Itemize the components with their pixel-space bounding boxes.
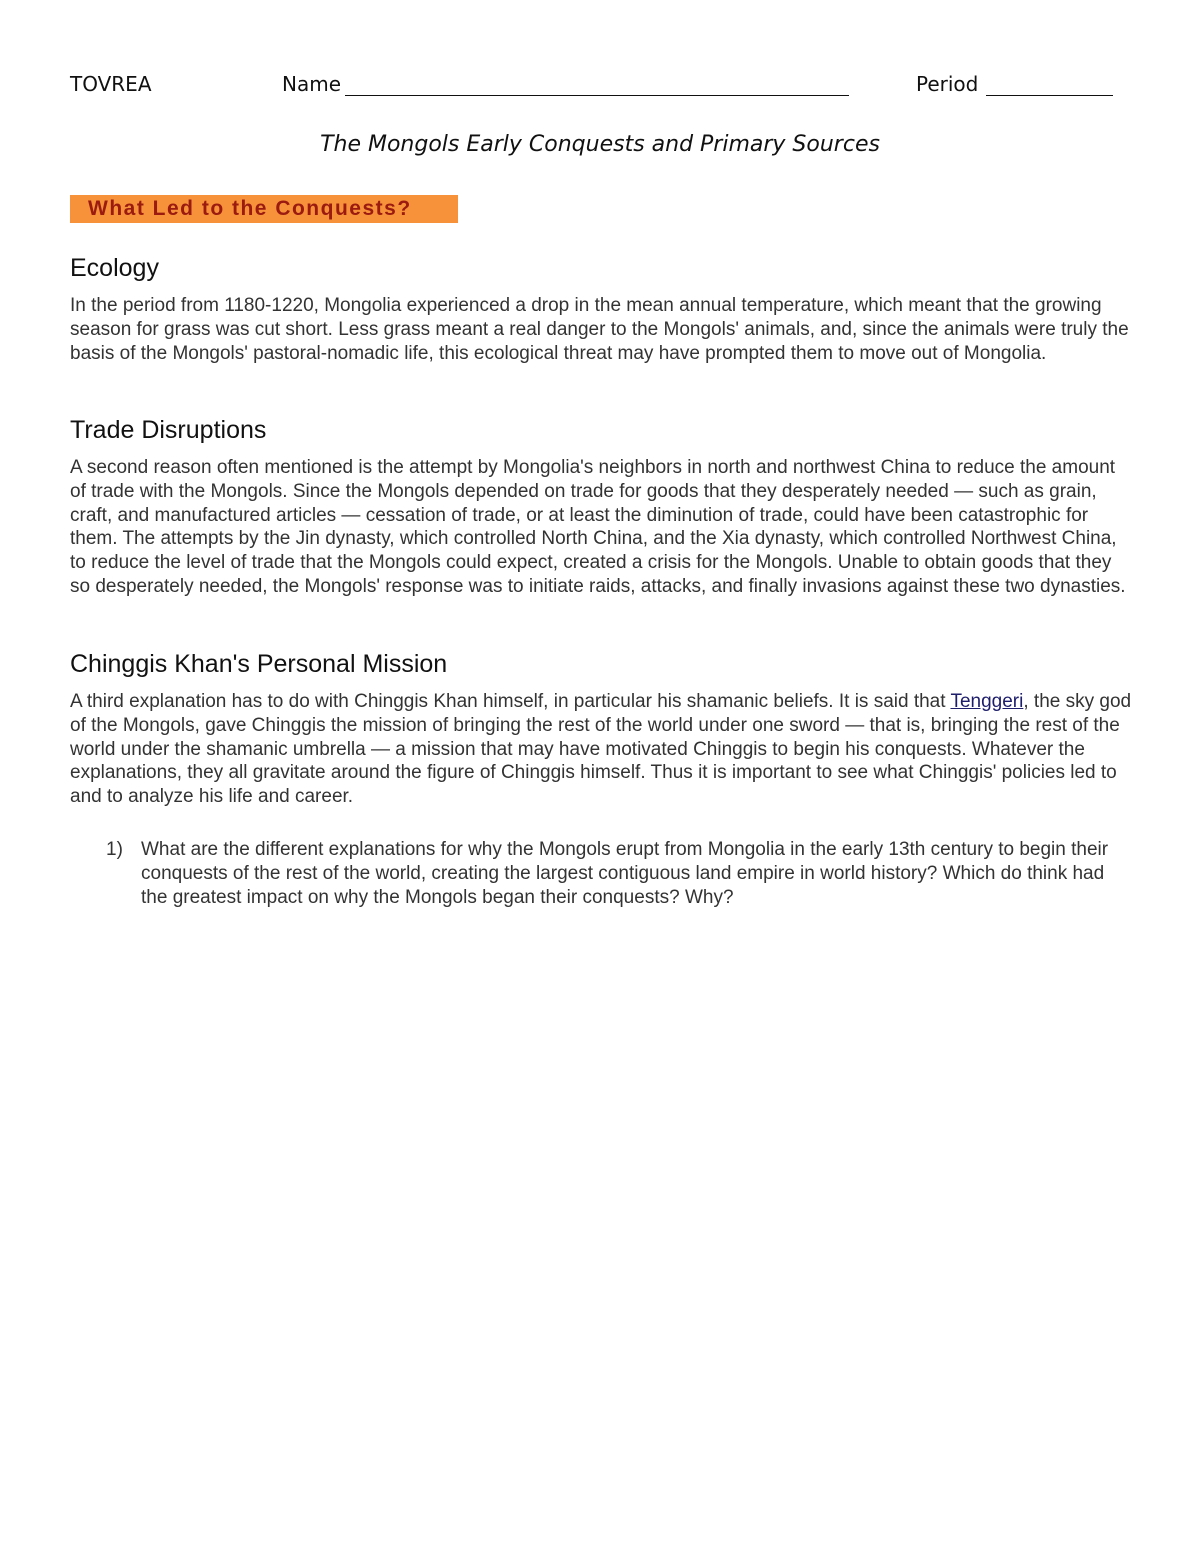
- period-blank-line[interactable]: [986, 95, 1113, 96]
- question-text: What are the different explanations for why the Mongols erupt from Mongolia in the early 13th century to begin their conquests of the rest of the world, creating the largest contiguous land empire in world history? Which do think had the greatest impact on why the Mongols began their conquests? Why?: [141, 839, 1109, 908]
- name-label: Name: [282, 72, 342, 96]
- paragraph-text-start: A third explanation has to do with Chinggis Khan himself, in particular his shamanic beliefs. It is said that: [70, 691, 951, 712]
- section-banner: [70, 195, 458, 223]
- teacher-name: TOVREA: [70, 72, 152, 96]
- worksheet-header: [70, 72, 1120, 102]
- heading-trade-disruptions: Trade Disruptions: [70, 416, 267, 444]
- period-label: Period: [916, 72, 979, 96]
- paragraph-trade-disruptions: A second reason often mentioned is the attempt by Mongolia's neighbors in north and northwest China to reduce the amount of trade with the Mongols. Since the Mongols depended on trade for goods that they desperately needed — such as grain, craft, and manufactured articles — cessation of trade, or at least the diminution of trade, could have been catastrophic for them. The attempts by the Jin dynasty, which controlled North China, and the Xia dynasty, which controlled Northwest China, to reduce the level of trade that the Mongols could expect, created a crisis for the Mongols. Unable to obtain goods that they so desperately needed, the Mongols' response was to initiate raids, attacks, and finally invasions against these two dynasties.: [70, 457, 1126, 597]
- paragraph-personal-mission: [70, 690, 1132, 809]
- paragraph-ecology: In the period from 1180-1220, Mongolia experienced a drop in the mean annual temperature, which meant that the growing season for grass was cut short. Less grass meant a real danger to the Mongols' animals, and, since the animals were truly the basis of the Mongols' pastoral-nomadic life, this ecological threat may have prompted them to move out of Mongolia.: [70, 295, 1129, 364]
- name-blank-line[interactable]: [345, 95, 849, 96]
- heading-ecology: Ecology: [70, 254, 159, 282]
- document-title: The Mongols Early Conquests and Primary Sources: [320, 132, 880, 157]
- tenggeri-link[interactable]: Tenggeri: [950, 691, 1024, 712]
- section-banner-label: What Led to the Conquests?: [88, 197, 412, 220]
- question-number: 1): [106, 839, 123, 860]
- heading-personal-mission: Chinggis Khan's Personal Mission: [70, 650, 448, 678]
- paragraph-text-end: , the sky god of the Mongols, gave Chinggis the mission of bringing the rest of the world under one sword — that is, bringing the rest of the world under the shamanic umbrella — a mission that may have motivated Chinggis to begin his conquests. Whatever the explanations, they all gravitate around the figure of Chinggis himself. Thus it is important to see what Chinggis' policies led to and to analyze his life and career.: [70, 691, 1132, 808]
